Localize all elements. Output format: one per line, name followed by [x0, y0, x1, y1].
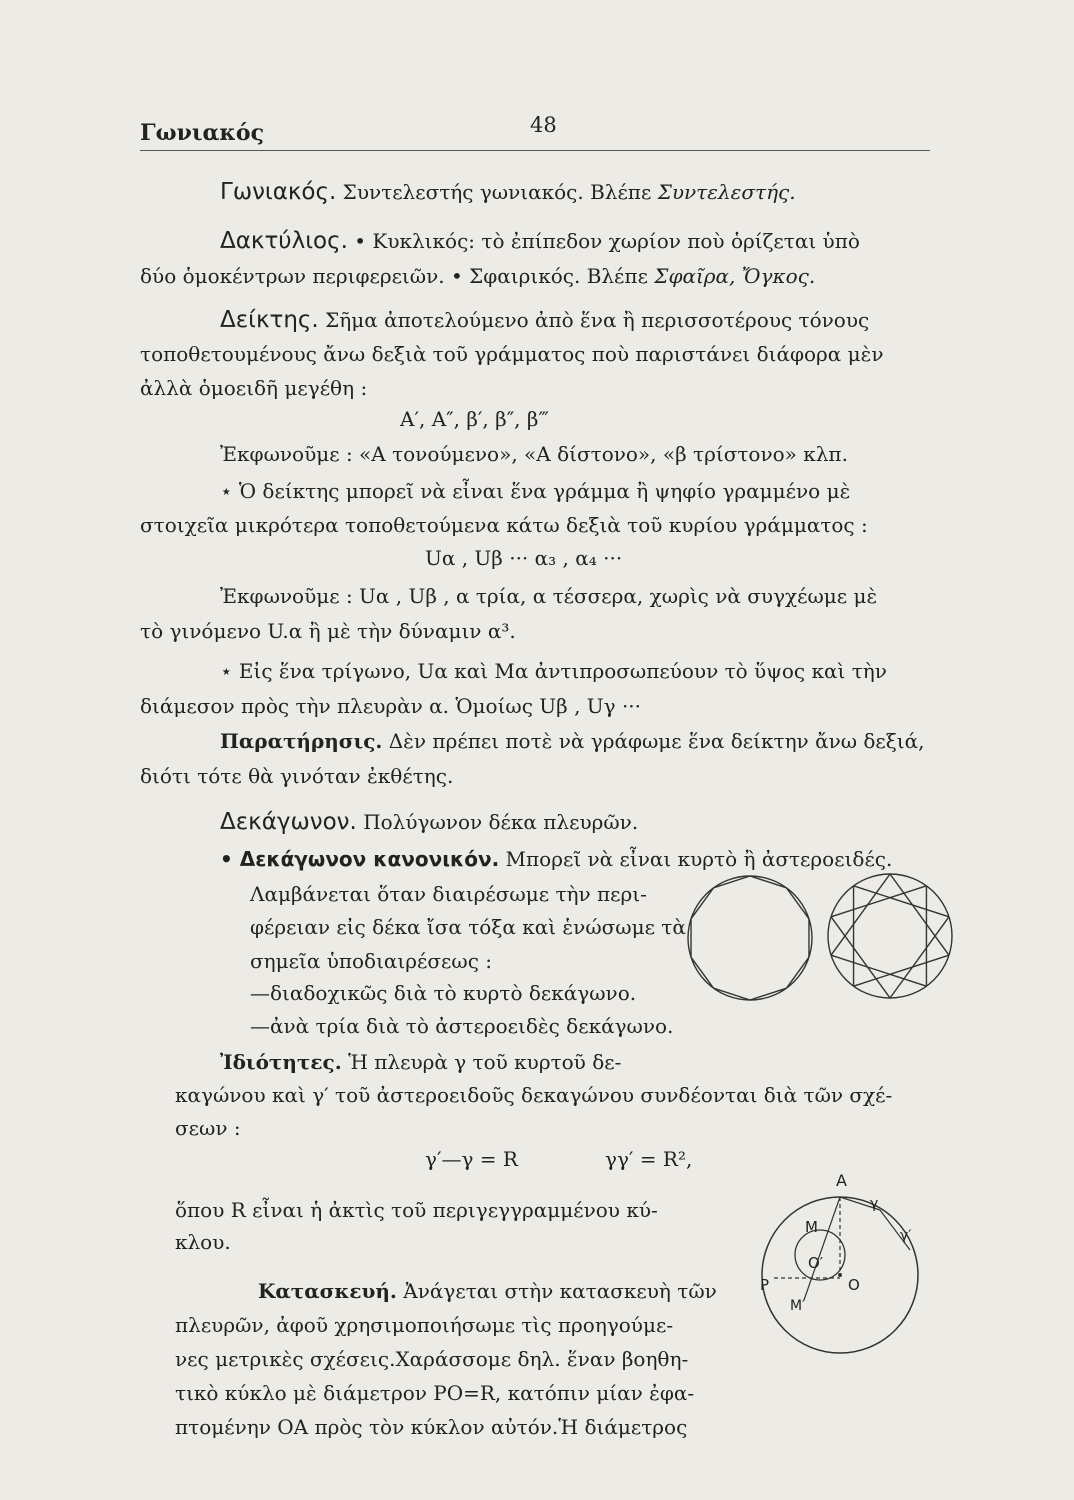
- entry-text: Ἀνάγεται στὴν κατασκευὴ τῶν: [403, 1279, 717, 1303]
- entry-term: Δείκτης.: [220, 307, 319, 333]
- entry-ref: Σφαῖρα, Ὄγκος.: [654, 264, 816, 288]
- convex-decagon-side: [714, 988, 750, 1000]
- entry-text: Βλέπε: [586, 264, 648, 288]
- entry-ref: Συντελεστής.: [657, 180, 796, 204]
- subentry-line: [220, 845, 1020, 873]
- formula-a: γ′—γ = R: [425, 1147, 518, 1171]
- subentry-label: • Σφαιρικός.: [450, 264, 581, 288]
- formula-line: Uα , Uβ ··· α₃ , α₄ ···: [425, 546, 623, 570]
- entry-goniakos: [220, 178, 1020, 206]
- text-line: νες μετρικὲς σχέσεις.Χαράσσομε δηλ. ἕναν βοηθη-: [175, 1347, 689, 1371]
- convex-decagon-figure: [688, 876, 812, 1000]
- running-head: Γωνιακός: [140, 120, 264, 146]
- entry-text: τὸ ἐπίπεδον χωρίον ποὺ ὁρίζεται ὑπὸ: [481, 229, 860, 253]
- text-line: ὅπου R εἶναι ἡ ἀκτὶς τοῦ περιγεγγραμμένου κύ-: [175, 1198, 658, 1222]
- label-M: M: [805, 1218, 818, 1236]
- star-decagon-figure: [828, 874, 952, 998]
- construction-label: Κατασκευή.: [258, 1279, 397, 1303]
- properties-line: [220, 1048, 1020, 1076]
- text-line: ⋆ Ὁ δείκτης μπορεῖ νὰ εἶναι ἕνα γράμμα ἢ ψηφίο γραμμένο μὲ: [220, 479, 851, 503]
- text-line: στοιχεῖα μικρότερα τοποθετούμενα κάτω δεξιὰ τοῦ κυρίου γράμματος :: [140, 513, 868, 537]
- note-text: Δὲν πρέπει ποτὲ νὰ γράφωμε ἕνα δείκτην ἄνω δεξιά,: [388, 729, 925, 753]
- text-line: ⋆ Εἰς ἕνα τρίγωνο, Uα καὶ Mα ἀντιπροσωπεύουν τὸ ὕψος καὶ τὴν: [220, 659, 887, 683]
- page-number: 48: [530, 113, 557, 137]
- subentry-label: • Κυκλικός:: [354, 229, 476, 253]
- text-line: Ἐκφωνοῦμε : Uα , Uβ , α τρία, α τέσσερα, χωρὶς νὰ συγχέωμε μὲ: [220, 584, 878, 608]
- label-P: P: [760, 1276, 770, 1294]
- text-line: ἀλλὰ ὁμοειδῆ μεγέθη :: [140, 376, 368, 400]
- text-line: σεων :: [175, 1116, 241, 1140]
- label-A: A: [836, 1171, 847, 1190]
- text-line: —διαδοχικῶς διὰ τὸ κυρτὸ δεκάγωνο.: [250, 981, 637, 1005]
- text-line: Λαμβάνεται ὅταν διαιρέσωμε τὴν περι-: [250, 882, 647, 906]
- text-line: τὸ γινόμενο U.α ἢ μὲ τὴν δύναμιν α³.: [140, 619, 516, 643]
- text-line: πτομένην ΟΑ πρὸς τὸν κύκλον αὐτόν.Ἡ διάμετρος: [175, 1415, 688, 1439]
- text-line: —ἀνὰ τρία διὰ τὸ ἀστεροειδὲς δεκάγωνο.: [250, 1014, 674, 1038]
- star-decagon-circle: [828, 874, 952, 998]
- formula-b: γγ′ = R²,: [605, 1147, 693, 1171]
- header-rule: [140, 150, 930, 151]
- entry-term: Δεκάγωνον.: [220, 809, 357, 835]
- properties-label: Ἰδιότητες.: [220, 1050, 342, 1074]
- label-O: O: [848, 1276, 860, 1294]
- convex-decagon-circle: [688, 876, 812, 1000]
- entry-term: Γωνιακός.: [220, 179, 337, 205]
- decagon-figures: [680, 870, 970, 1010]
- label-gamma: γ: [870, 1196, 879, 1212]
- entry-text: Συντελεστής γωνιακός. Βλέπε: [342, 180, 652, 204]
- secant-line: [804, 1197, 840, 1300]
- subentry-label: • Δεκάγωνον κανονικόν.: [220, 847, 500, 871]
- entry-term: Δακτύλιος.: [220, 228, 348, 254]
- formula-line: Α′, Α″, β′, β″, β‴: [400, 407, 549, 431]
- convex-decagon-side: [714, 876, 750, 888]
- label-gamma-prime: γ′: [900, 1228, 912, 1244]
- convex-decagon-side: [691, 888, 714, 919]
- entry-text: Μπορεῖ νὰ εἶναι κυρτὸ ἢ ἀστεροειδές.: [505, 847, 893, 871]
- entry-deiktis: [220, 306, 1020, 334]
- text-line: φέρειαν εἰς δέκα ἴσα τόξα καὶ ἑνώσωμε τὰ: [250, 915, 686, 939]
- entry-text: Πολύγωνον δέκα πλευρῶν.: [363, 810, 639, 834]
- note-label: Παρατήρησις.: [220, 729, 383, 753]
- text-line: τικὸ κύκλο μὲ διάμετρον ΡΟ=R, κατόπιν μίαν ἐφα-: [175, 1381, 695, 1405]
- entry-text: δύο ὁμοκέντρων περιφερειῶν.: [140, 264, 445, 288]
- text-line: πλευρῶν, ἀφοῦ χρησιμοποιήσωμε τὶς προηγούμε-: [175, 1313, 674, 1337]
- text-line: τοποθετουμένους ἄνω δεξιὰ τοῦ γράμματος ποὺ παριστάνει διάφορα μὲν: [140, 342, 884, 366]
- entry-daktylios: [220, 227, 1020, 255]
- construction-figure: [760, 1150, 960, 1390]
- point-O: [838, 1273, 842, 1277]
- convex-decagon-side: [786, 957, 809, 988]
- entry-daktylios-line2: [140, 262, 940, 290]
- convex-decagon-side: [786, 888, 809, 919]
- note-line: [220, 727, 1020, 755]
- text-line: διότι τότε θὰ γινόταν ἐκθέτης.: [140, 764, 454, 788]
- entry-dekagonon: [220, 808, 1020, 836]
- label-M-prime: M′: [790, 1298, 806, 1314]
- text-line: σημεῖα ὑποδιαιρέσεως :: [250, 949, 493, 973]
- text-line: καγώνου καὶ γ′ τοῦ ἀστεροειδοῦς δεκαγώνου συνδέονται διὰ τῶν σχέ-: [175, 1083, 893, 1107]
- convex-decagon-side: [691, 957, 714, 988]
- entry-text: Σῆμα ἀποτελούμενο ἀπὸ ἕνα ἢ περισσοτέρους τόνους: [325, 308, 870, 332]
- entry-text: Ἡ πλευρὰ γ τοῦ κυρτοῦ δε-: [348, 1050, 622, 1074]
- text-line: κλου.: [175, 1230, 231, 1254]
- convex-decagon-side: [750, 876, 786, 888]
- label-O-prime: O′: [808, 1254, 824, 1272]
- convex-decagon-side: [750, 988, 786, 1000]
- text-line: διάμεσον πρὸς τὴν πλευρὰν α. Ὁμοίως Uβ , Uγ ···: [140, 694, 642, 718]
- text-line: Ἐκφωνοῦμε : «Α τονούμενο», «Α δίστονο», «β τρίστονο» κλπ.: [220, 442, 848, 466]
